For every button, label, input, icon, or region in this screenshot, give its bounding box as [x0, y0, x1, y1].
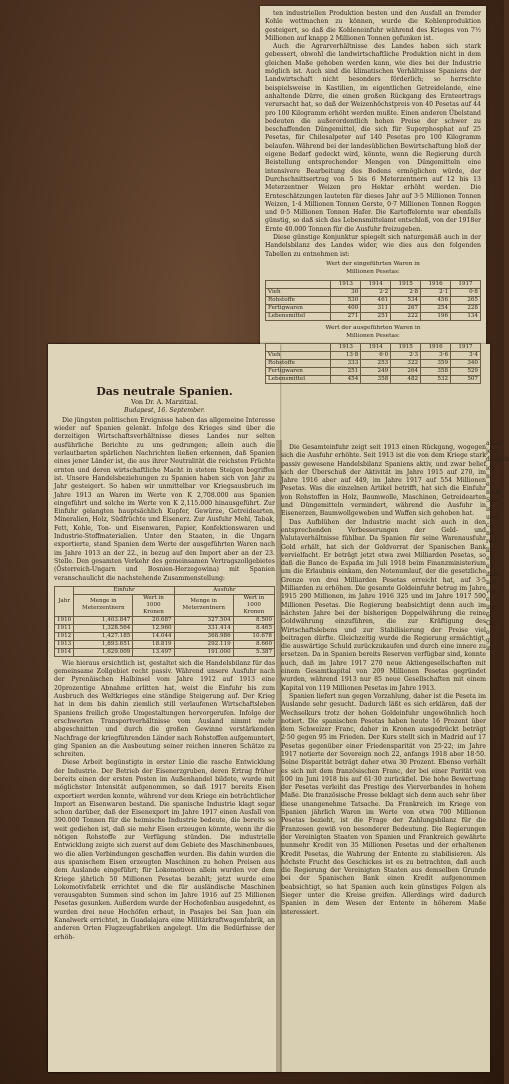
- article-byline: Von Dr. A. Marzitzal.: [131, 398, 198, 407]
- paragraph: Das Aufblühen der Industrie macht sich auch in den entsprechenden Verbesserungen der Geld- und Valutaverhältnisse fühlbar. Da Spanien für seine Warenausfuhr Gold erhält, hat sich der Goldvorrat der Spanischen Bank vervielfacht. Er beträgt jetzt etwa zwei Milliarden Pesetas, so daß die Banco de España im Juli 1918 beim Finanzministerium um die Erlaubnis einkam, den Notenumlauf, der die gesetzliche Grenze von drei Milliarden Pesetas erreicht hat, auf 3·5 Milliarden zu erhöhen. Die gesamte Goldeinfuhr betrug im Jahre 1915 290 Millionen, im Jahre 1916 325 und im Jahre 1917 590 Millionen Pesetas. Die Regierung beabsichtigt denn auch im nächsten Jahre bei der bisherigen Doppelwährung die reine Goldwährung einzuführen, die zur Kräftigung des Wirtschaftslebens und zur Stabilisierung der Preise viel beitragen dürfte. Gleichzeitig wurde die Regierung ermächtigt, die auswärtige Schuld zurückzukaufen und durch eine innere zu ersetzen. Da in Spanien bereits Reserven verfügbar sind, konnte auch, daß im Jahre 1917 270 neue Aktiengesellschaften mit einem Gesamtkapital von 209 Millionen Pesetas gegründet wurden, während 1913 nur 85 neue Gesellschaften mit einem Kapital von 119 Millionen Pesetas im Jahre 1913.: [281, 518, 486, 692]
- table-row: Rohstoffe 333 253 322 359 340: [266, 360, 481, 368]
- paragraph: Wie hieraus ersichtlich ist, gestaltet sich die Handelsbilanz für das gemeinsame Zollgebiet recht passiv. Während unsere Ausfuhr nach der Pyrenäischen Halbinsel vom Jahre 1912 auf 1913 eine 20prozentige Abnahme erlitten hat, weist die Einfuhr bis zum Ausbruch des Weltkrieges eine ständige Steigerung auf. Der Krieg hat in dem bis dahin ziemlich still verlaufenen Wirtschaftsleben Spaniens freilich große Umgestaltungen hervorgerufen. Infolge der erschwerten Transportverhältnisse vom Ausland nimmt mehr abgeschnitten und durch die großen Gewinne verstärkenden Nachfrage der kriegführenden Länder nach Rohstoffen aufgemuntert, ging Spanien an die Ausbeutung seiner reichen inneren Schätze zu schreiten.: [54, 659, 275, 759]
- paragraph: Auch die Agrarverhältnisse des Landes haben sich stark gebessert, obwohl die landwirtschaftliche Produktion nicht in dem gleichen Maße gehoben werden kann, wie dies bei der Industrie möglich ist. Auch sind die klimatischen Verhältnisse Spaniens der Landwirtschaft nicht besonders förderlich; so herrschte beispielsweise in Kastilien, im eigentlichen Getreidelande, eine anhaltende Dürre, die einen großen Rückgang des Ernteertrags verursacht hat, so daß der Weizenhöchstpreis von 40 Pesetas auf 44 pro 100 Kilogramm erhöht werden mußte. Einen anderen Übelstand bedeuten die außerordentlich hohen Preise der schwer zu beschaffenden Düngemittel, die sich für Superphosphat auf 25 Pesetas, für Chilesalpeter auf 140 Pesetas pro 100 Kilogramm belaufen. Während bei der landesüblichen Bewirtschaftung bloß der eigene Bedarf gedeckt wird, könnte, wenn die Regierung durch Beistellung entsprechender Mengen von Düngemitteln eine intensivere Bearbeitung des Bodens ermöglichen würde, der Durchschnittsertrag von 5 bis 6 Meterzentnern auf 12 bis 13 Meterzentner Weizen pro Hektar erhöht werden. Die Ernteschätzungen lauteten für dieses Jahr auf 3·5 Millionen Tonnen Weizen, 1·4 Millionen Tonnen Gerste, 0·7 Millionen Tonnen Roggen und 0·5 Millionen Tonnen Hafer. Die Kartoffelernte war ebenfalls günstig, so daß sich das Lebensmittelamt entschloß, von der 1918er Ernte 40.000 Tonnen für die Ausfuhr freizugeben.: [265, 43, 481, 233]
- table-row: 1912 1,427.185 14.044 368.986 10.678: [55, 632, 275, 640]
- export-table-caption: Wert der ausgeführten Waren in Millionen Pesetas:: [325, 324, 421, 339]
- table-row: Vieh 13·8 6·0 2·3 3·6 3·4: [266, 352, 481, 360]
- trade-table: Jahr Einfuhr Ausfuhr Menge in Meterzentnern Wert in 1000 Kronen Menge in Meterzentnern Wert in 1000 Kronen 1910 1,403.847 20.687 327.504 8.500 1911 1,328.564 12.960 331.414 8.465 1912 1,427.185 14.044 368.986 10.678 1913 1,893.651 18.819 292.119 8.660 1914 1,629.009 13.497 191.000 5.387: [54, 586, 275, 657]
- table-row: Rohstoffe 530 461 534 456 265: [266, 296, 481, 304]
- table-row: Fertigwaren 251 249 264 358 529: [266, 368, 481, 376]
- article-dateline: Budapest, 16. September.: [124, 406, 205, 414]
- paragraph: Spanien liefert nun gegen Vorzahlung, daher ist die Peseta im Auslande sehr gesucht. Dadurch läßt es sich erklären, daß der Wechselkurs trotz der hohen Goldeinfuhr ungewöhnlich hoch notiert. Die spanischen Pesetas haben heute 16 Prozent über dem Schweizer Franc, daher in Kronen ausgedrückt beträgt 2·50 gegen 95 im Frieden. Der Kurs stellt sich in Madrid auf 17 Pesetas gegenüber einer Friedensparität von 25·22; im Jahre 1917 notierte der Sovereign noch 22, anfangs 1918 aber 18·50. Seine Disparität beträgt daher etwa 30 Prozent. Ebenso verhält es sich mit dem französischen Franc, der bei einer Parität von 100 im Juni 1918 bis auf 61·30 zurückfiel. Die hohe Bewertung der Pesetas verleiht das Prestige des Vierverbandes in hohem Maße. Die französische Presse beklagt sich denn auch sehr über diese unangenehme Tatsache. Da Frankreich im Kriege von Spanien jährlich Waren im Werte von etwa 700 Millionen Pesetas bezieht, ist die Frage der Zahlungsbilanz für die Franzosen gewiß von besonderer Bedeutung. Die Regierungen der Vereinigten Staaten von Spanien und Frankreich gewährte nunmehr Kredit von 35 Millionen Pesetas und der erhaltenen Kredit Pesetas, die Wahrung der Entente zu stabilisieren. Als höchste Frucht des Geschickes ist es zu betrachten, daß auch die Regierung der Vereinigten Staaten aus demselben Grunde bei der Spanischen Bank einen Kredit aufgenommen beabsichtigt, so hat Spanien auch kein günstiges Folgen als Sieger unter die Kreise greifen. Allerdings wird dadurch Spanien in dem Wesen der Entente in höherem Maße interessiert.: [281, 692, 486, 916]
- table-row: 1914 1,629.009 13.497 191.000 5.387: [55, 648, 275, 656]
- table-row: Vieh 30 2·2 2·8 2·1 0·8: [266, 288, 481, 296]
- paragraph: Diese günstige Konjunktur spiegelt sich naturgemäß auch in der Handelsbilanz des Landes wider, wie dies aus den folgenden Tabellen zu entnehmen ist:: [265, 234, 481, 258]
- export-table: 1913 1914 1915 1916 1917 Vieh 13·8 6·0 2·3 3·6 3·4 Rohstoffe 333 253 322 359 340 Fertigwaren 251 249 264 358 529 Lebensmittel 454 358 482 532 507: [265, 343, 481, 384]
- right-column: [281, 444, 486, 1066]
- table-row: 1910 1,403.847 20.687 327.504 8.500: [55, 616, 275, 624]
- paragraph: Diese Arbeit begünstigte in erster Linie die rasche Entwicklung der Industrie. Der Betrieb der Eisenerzgruben, deren Ertrag früher bereits einen der ersten Posten im Außenhandel bildete, wurde mit möglichster Intensität aufgenommen, so daß 1917 bereits Eisen exportiert werden konnte, während vor dem Kriege ein beträchtlicher Import an Eisenwaren bestand. Die spanische Industrie klagt sogar schon darüber, daß der Eisenexport im Jahre 1917 einen Ausfall von 390.000 Tonnen für die heimische Industrie bedeute, die bereits so weit gediehen ist, daß sie mehr Eisen erzeugen könnte, wenn ihr die nötigen Rohstoffe zur Verfügung stünden. Die industrielle Entwicklung zeigte sich zuerst auf dem Gebiete des Maschinenbaues, wo die allen Verbindungen geschaffen wurden. Bis dahin wurden die aus spanischem Eisen erzeugten Maschinen zu hohen Preisen aus dem Auslande eingeführt; für Lokomotiven allein wurden vor dem Kriege jährlich 50 Millionen Pesetas bezahlt; jetzt wurde eine Lokomotivfabrik errichtet und die für ausländische Maschinen verausgabten Summen sind schon im Jahre 1916 auf 25 Millionen Pesetas gesunken. Außerdem wurde der Hochofenbau ausgedehnt, es wurden drei neue Hochöfen erbaut, in Pasajes bei San Juan ein Kanalwerk errichtet, in Guadalajara eine Militärkraftwagenfabrik, an anderen Orten Flugzeugfabriken angelegt. Um die Bedürfnisse der erhöh-: [54, 759, 275, 941]
- top-column: [265, 10, 481, 435]
- table-row: 1911 1,328.564 12.960 331.414 8.465: [55, 624, 275, 632]
- table-row: Lebensmittel 271 251 222 196 134: [266, 312, 481, 320]
- table-row: 1913 1,893.651 18.819 292.119 8.660: [55, 640, 275, 648]
- import-table-caption: Wert der eingeführten Waren in Millionen Pesetas:: [326, 260, 420, 276]
- paragraph: ten industriellen Produktion besten und den Ausfall an fremder Kohle wettmachen zu können, wurde die Kohlenproduktion gesteigert, so daß die Kohleneinfuhr während des Krieges von 7½ Millionen auf knapp 2 Millionen Tonnen gefunken ist.: [265, 10, 481, 42]
- table-row: Fertigwaren 400 311 267 254 228: [266, 304, 481, 312]
- table-row: Lebensmittel 454 358 482 532 507: [266, 376, 481, 384]
- margin-fragments: ation jetzt dereich ich n er mehr Spa- ist und ch nit ren lig ein en iten nes ver ei ing 6: Ge o g in: [486, 440, 509, 653]
- article-title: Das neutrale Spanien.: [96, 385, 233, 398]
- article-column: [54, 385, 275, 1066]
- import-table: 1913 1914 1915 1916 1917 Vieh 30 2·2 2·8 2·1 0·8 Rohstoffe 530 461 534 456 265 Fertigwaren 400 311 267 254 228 Lebensmittel 271 251 222 196 134: [265, 280, 481, 321]
- paragraph: Die Gesamteinfuhr zeigt seit 1913 einen Rückgang, wogegen sich die Ausfuhr erhöhte. Seit 1913 ist die von dem Kriege stark passiv gewesene Handelsbilanz Spaniens aktiv, und zwar belief sich der Überschuß der Aktivität im Jahre 1915 auf 270, im Jahre 1916 aber auf 449, im Jahre 1917 auf 554 Millionen Pesetas. Was die einzelnen Artikel betrifft, hat sich die Einfuhr von Rohstoffen in Holz, Baumwolle, Maschinen, Getreidearten und Düngemitteln vermindert, während die Ausfuhr in Eisenerzen, Baumwollgeweben und Waffen sich gehoben hat.: [281, 444, 486, 518]
- paragraph: Die jüngsten politischen Ereignisse haben das allgemeine Interesse wieder auf Spanien gelenkt. Infolge des Krieges sind über die derzeitigen Wirtschaftsverhältnisse dieses Landes nur selten ausführliche Berichte zu uns gedrungen; allein auch die verlautbarten spärlichen Nachrichten ließen erkennen, daß Spanien eines jener Länder ist, die aus ihrer Neutralität die reichsten Früchte ernten und deren wirtschaftliche Macht in stetem Steigen begriffen ist. Unsere Handelsbeziehungen zu Spanien haben sich von Jahr zu Jahr gesteigert. So haben wir unmittelbar vor Kriegsausbruch im Jahre 1913 an Waren im Werte von K 2,708.000 aus Spanien eingeführt und solche im Werte von K 2,115.000 hinausgeführt. Zur Einfuhr gelangten hauptsächlich Kupfer, Gewürze, Getreidearten, Mineralien, Holz, Südfrüchte und Eisenerz. Zur Ausfuhr Mehl, Tabak, Fett, Kohle, Ton- und Eisenwaren, Papier, Konfektionswaren und Industrie-Stoffmaterialien. Unter den Staaten, in die Ungarn exportierte, stand Spanien dem Werte der ausgeführten Waren nach im Jahre 1913 an der 22., in bezug auf den Import aber an der 23. Stelle. Den gesamten Verkehr des gemeinsamen Vertragszollgebietes (Österreich-Ungarn und Bosnien-Herzegowina) mit Spanien veranschaulicht die nachstehende Zusammenstellung:: [54, 416, 275, 582]
